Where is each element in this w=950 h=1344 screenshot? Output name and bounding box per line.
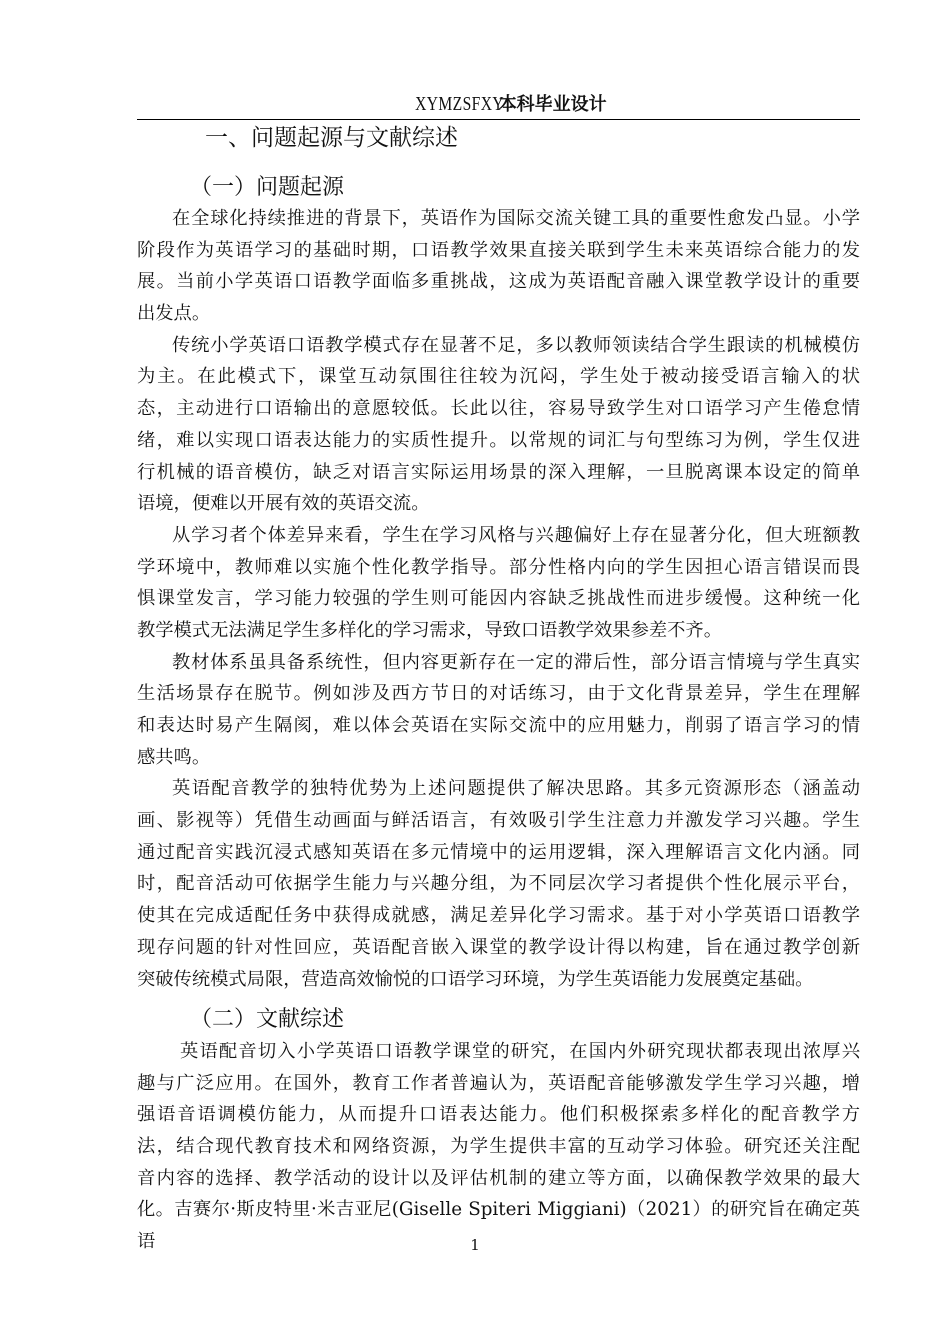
text-line: 行机械的语音模仿，缺乏对语言实际运用场景的深入理解，一旦脱离课本设定的简单 xyxy=(137,461,860,483)
text-line: 英语配音教学的独特优势为上述问题提供了解决思路。其多元资源形态（涵盖动 xyxy=(172,778,860,800)
text-line: 展。当前小学英语口语教学面临多重挑战，这成为英语配音融入课堂教学设计的重要 xyxy=(137,271,860,293)
text-line: 态，主动进行口语输出的意愿较低。长此以往，容易导致学生对口语学习产生倦怠情 xyxy=(137,398,860,420)
text-line: 为主。在此模式下，课堂互动氛围往往较为沉闷，学生处于被动接受语言输入的状 xyxy=(137,366,860,388)
paragraph xyxy=(137,330,860,520)
header-title: 本科毕业设计 xyxy=(498,94,607,115)
section-review-body xyxy=(137,1036,860,1253)
text-line: 绪，难以实现口语表达能力的实质性提升。以常规的词汇与句型练习为例，学生仅进 xyxy=(137,429,860,451)
section-heading-review: （二）文献综述 xyxy=(190,1007,345,1032)
text-line: 从学习者个体差异来看，学生在学习风格与兴趣偏好上存在显著分化，但大班额教 xyxy=(172,524,860,546)
text-line: 通过配音实践沉浸式感知英语在多元情境中的运用逻辑，深入理解语言文化内涵。同 xyxy=(137,841,860,863)
paragraph xyxy=(137,1036,860,1253)
paragraph xyxy=(137,203,860,330)
text-line: 生活场景存在脱节。例如涉及西方节日的对话练习，由于文化背景差异，学生在理解 xyxy=(137,683,860,705)
header-rule xyxy=(137,119,860,120)
page-header xyxy=(137,90,860,118)
text-line: 在全球化持续推进的背景下，英语作为国际交流关键工具的重要性愈发凸显。小学 xyxy=(172,208,860,229)
text-line: 化。吉赛尔·斯皮特里·米吉亚尼(Giselle Spiteri Miggiani)（2021）的研究旨在确定英语 xyxy=(137,1199,860,1253)
chapter-title: 一、问题起源与文献综述 xyxy=(205,125,458,151)
page-number: 1 xyxy=(470,1236,480,1254)
text-line: 阶段作为英语学习的基础时期，口语教学效果直接关联到学生未来英语综合能力的发 xyxy=(137,239,860,261)
text-line: 强语音语调模仿能力，从而提升口语表达能力。他们积极探索多样化的配音教学方 xyxy=(137,1104,860,1126)
paragraph xyxy=(137,520,860,647)
text-line: 时，配音活动可依据学生能力与兴趣分组，为不同层次学习者提供个性化展示平台， xyxy=(137,873,860,895)
text-line: 英语配音切入小学英语口语教学课堂的研究，在国内外研究现状都表现出浓厚兴 xyxy=(180,1041,860,1062)
text-line: 趣与广泛应用。在国外，教育工作者普遍认为，英语配音能够激发学生学习兴趣，增 xyxy=(137,1072,860,1094)
text-line: 画、影视等）凭借生动画面与鲜活语言，有效吸引学生注意力并激发学习兴趣。学生 xyxy=(137,810,860,832)
text-line: 音内容的选择、教学活动的设计以及评估机制的建立等方面，以确保教学效果的最大 xyxy=(137,1167,860,1189)
text-line: 教学模式无法满足学生多样化的学习需求，导致口语教学效果参差不齐。 xyxy=(137,619,722,641)
text-line: 惧课堂发言，学习能力较强的学生则可能因内容缺乏挑战性而进步缓慢。这种统一化 xyxy=(137,588,860,610)
text-line: 语境，便难以开展有效的英语交流。 xyxy=(137,493,430,515)
text-line: 使其在完成适配任务中获得成就感，满足差异化学习需求。基于对小学英语口语教学 xyxy=(137,905,860,927)
text-line: 出发点。 xyxy=(137,303,211,325)
section-origin-body xyxy=(137,203,860,995)
text-line: 法，结合现代教育技术和网络资源，为学生提供丰富的互动学习体验。研究还关注配 xyxy=(137,1136,860,1158)
text-line: 突破传统模式局限，营造高效愉悦的口语学习环境，为学生英语能力发展奠定基础。 xyxy=(137,968,814,990)
header-latin: XYMZSFXY xyxy=(415,93,505,115)
text-line: 感共鸣。 xyxy=(137,746,211,768)
text-line: 学环境中，教师难以实施个性化教学指导。部分性格内向的学生因担心语言错误而畏 xyxy=(137,556,860,578)
text-line: 传统小学英语口语教学模式存在显著不足，多以教师领读结合学生跟读的机械模仿 xyxy=(172,334,860,356)
paragraph xyxy=(137,773,860,995)
paragraph xyxy=(137,647,860,774)
text-line: 和表达时易产生隔阂，难以体会英语在实际交流中的应用魅力，削弱了语言学习的情 xyxy=(137,715,860,736)
text-line: 现存问题的针对性回应，英语配音嵌入课堂的教学设计得以构建，旨在通过教学创新 xyxy=(137,936,860,958)
section-heading-origin: （一）问题起源 xyxy=(190,175,345,200)
text-line: 教材体系虽具备系统性，但内容更新存在一定的滞后性，部分语言情境与学生真实 xyxy=(172,651,860,673)
